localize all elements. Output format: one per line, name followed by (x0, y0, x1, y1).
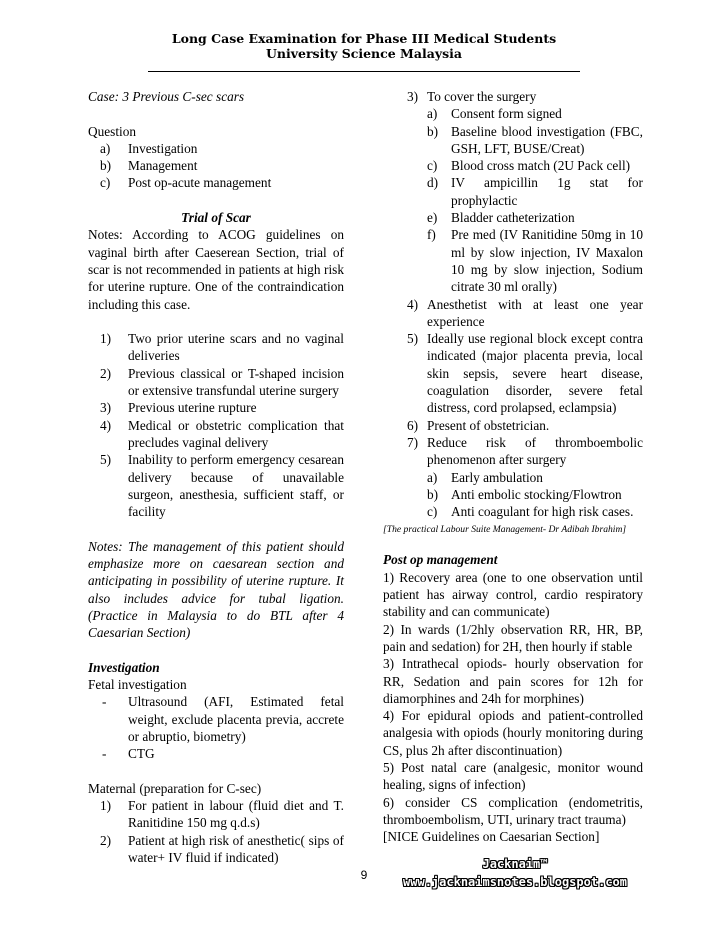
list-marker: 1) (100, 798, 112, 814)
list-text: Anti coagulant for high risk cases. (451, 504, 634, 520)
list-item (383, 486, 643, 503)
list-text: Present of obstetrician. (427, 417, 550, 433)
items-4-7 (383, 296, 643, 469)
maternal-list (88, 797, 344, 866)
list-text: Previous uterine rupture (128, 400, 257, 416)
list-marker: b) (427, 123, 439, 139)
list-text: Anesthetist with at least one year experience (427, 296, 643, 329)
list-item (88, 451, 344, 520)
list-marker: 5) (100, 452, 112, 468)
list-text: Ideally use regional block except contra indicated (major placenta previa, local skin sepsis, severe heart disease, coagulation disorder, severe fetal distress, cord prolapsed, eclampsia) (427, 331, 643, 416)
notes-paragraph: Notes: According to ACOG guidelines on vaginal birth after Caeserean Section, trial of scar is not recommended in patients at high risk for uterine rupture. One of the contraindication including this case. (88, 227, 344, 312)
question-list (88, 140, 344, 192)
header-rule (148, 71, 580, 72)
list-text: IV ampicillin 1g stat for prophylactic (451, 175, 643, 208)
list-text: Ultrasound (AFI, Estimated fetal weight, exclude placenta previa, accrete or abruptio, biometry) (128, 694, 344, 744)
item3 (383, 88, 643, 105)
list-marker: - (102, 694, 107, 710)
case-title: Case: 3 Previous C-sec scars (88, 89, 245, 104)
header-title: Long Case Examination for Phase III Medical Students (171, 31, 557, 46)
right-column (383, 88, 643, 845)
item7-sublist (383, 469, 643, 521)
header-subtitle: University Science Malaysia (266, 46, 462, 61)
list-item (88, 693, 344, 745)
list-marker: c) (427, 504, 438, 520)
list-marker: 3) (100, 400, 112, 416)
left-column (88, 88, 344, 866)
fetal-list (88, 693, 344, 762)
list-item (383, 330, 643, 416)
list-item (88, 174, 344, 191)
list-item (88, 399, 344, 416)
list-text: Patient at high risk of anesthetic( sips of water+ IV fluid if indicated) (128, 832, 344, 866)
postop-item: 1) Recovery area (one to one observation until patient has airway control, cardio respiratory stability and can communicate) (383, 569, 643, 620)
list-item (88, 140, 344, 157)
list-marker: 1) (100, 331, 112, 347)
list-marker: c) (427, 158, 438, 174)
list-item (383, 434, 643, 469)
list-text: Previous classical or T-shaped incision or extensive transfundal uterine surgery (128, 365, 344, 399)
list-text: Post op-acute management (128, 175, 272, 191)
notes-italic: Notes: The management of this patient should emphasize more on caesarean section and anticipating in possibility of uterine rupture. It also includes advice for tubal ligation. (Practice in Malaysia to do BTL after 4 Caesarian Section) (88, 538, 344, 641)
list-text: Pre med (IV Ranitidine 50mg in 10 ml by slow injection, IV Maxalon 10 mg by slow injection, Sodium citrate 30 ml orally) (451, 227, 643, 295)
list-text: Investigation (128, 140, 198, 156)
list-marker: - (102, 746, 107, 762)
list-item (88, 832, 344, 867)
postop-heading: Post op management (383, 552, 498, 568)
list-marker: a) (427, 469, 438, 485)
postop-item: 5) Post natal care (analgesic, monitor wound healing, signs of infection) (383, 759, 643, 793)
list-marker: 3) (407, 89, 419, 104)
fetal-label: Fetal investigation (88, 677, 187, 693)
reference-labour-suite: [The practical Labour Suite Management- Dr Adibah Ibrahim] (383, 524, 627, 536)
trial-heading: Trial of Scar (181, 210, 251, 226)
list-text: Management (128, 158, 198, 174)
list-item (383, 226, 643, 295)
list-item (383, 503, 643, 520)
contraindication-list (88, 330, 344, 520)
list-item (88, 797, 344, 832)
list-text: Anti embolic stocking/Flowtron (451, 486, 622, 502)
list-text: Medical or obstetric complication that precludes vaginal delivery (128, 417, 344, 450)
reference-nice: [NICE Guidelines on Caesarian Section] (383, 829, 600, 845)
watermark-brand: Jacknaim™ (482, 857, 548, 871)
list-marker: 2) (100, 832, 112, 848)
list-item (383, 469, 643, 486)
postop-item: 3) Intrathecal opiods- hourly observation for RR, Sedation and pain scores for 12h for diamorphines and 24h for morphines) (383, 656, 643, 706)
list-item (383, 174, 643, 209)
list-item (383, 88, 643, 105)
list-item (383, 157, 643, 174)
list-marker: 5) (407, 331, 419, 347)
list-text: Bladder catheterization (451, 210, 575, 226)
question-label: Question (88, 123, 137, 139)
list-item (383, 105, 643, 122)
list-marker: d) (427, 175, 439, 191)
list-marker: 2) (100, 365, 112, 381)
list-marker: e) (427, 210, 438, 226)
list-text: Two prior uterine scars and no vaginal deliveries (128, 331, 344, 364)
list-marker: 7) (407, 434, 419, 450)
list-text: Inability to perform emergency cesarean delivery because of unavailable surgeon, anesthesia, sufficient staff, or facility (128, 452, 344, 520)
list-item (88, 365, 344, 400)
item3-sublist (383, 105, 643, 295)
investigation-heading: Investigation (88, 659, 160, 675)
postop-list (383, 569, 643, 828)
list-marker: b) (100, 158, 112, 174)
list-item (383, 209, 643, 226)
list-marker: b) (427, 486, 439, 502)
list-item (88, 417, 344, 452)
page-number: 9 (360, 868, 368, 882)
list-item (88, 157, 344, 174)
list-text: To cover the surgery (427, 89, 537, 104)
list-marker: 6) (407, 417, 419, 433)
list-text: CTG (128, 746, 155, 762)
list-marker: c) (100, 175, 111, 191)
list-item (383, 123, 643, 158)
postop-item: 2) In wards (1/2hly observation RR, HR, BP, pain and sedation) for 2H, then hourly if stable (383, 621, 643, 654)
list-marker: 4) (100, 417, 112, 433)
list-item (88, 330, 344, 365)
list-marker: a) (100, 140, 111, 156)
list-text: Consent form signed (451, 106, 562, 122)
postop-item: 6) consider CS complication (endometritis, thromboembolism, UTI, urinary tract trauma) (383, 794, 643, 827)
watermark-website: www.jacknaimsnotes.blogspot.com (403, 875, 627, 889)
list-text: For patient in labour (fluid diet and T. Ranitidine 150 mg q.d.s) (128, 798, 344, 831)
list-text: Baseline blood investigation (FBC, GSH, LFT, BUSE/Creat) (451, 123, 643, 156)
list-item (383, 296, 643, 331)
maternal-label: Maternal (preparation for C-sec) (88, 780, 262, 796)
postop-item: 4) For epidural opiods and patient-controlled analgesia with opiods (hourly monitoring during CS, plus 2h after discontinuation) (383, 708, 643, 758)
list-marker: f) (427, 227, 436, 243)
list-marker: a) (427, 106, 438, 122)
list-item (383, 417, 643, 434)
list-item (88, 745, 344, 762)
list-text: Blood cross match (2U Pack cell) (451, 158, 631, 174)
list-text: Early ambulation (451, 469, 543, 485)
list-text: Reduce risk of thromboembolic phenomenon after surgery (427, 434, 643, 468)
list-marker: 4) (407, 296, 419, 312)
